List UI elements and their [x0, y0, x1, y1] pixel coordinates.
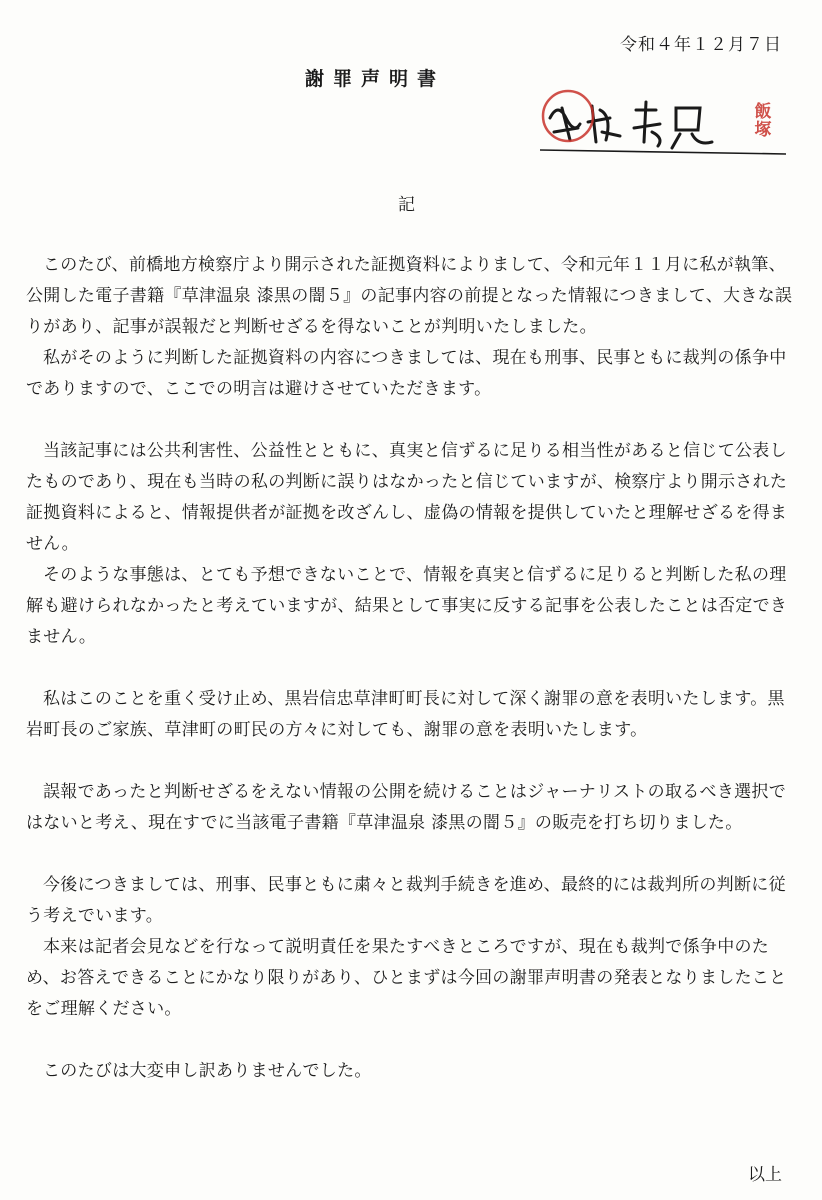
document-date: 令和４年１２月７日 — [620, 35, 782, 55]
paragraph-6: 誤報であったと判断せざるをえない情報の公開を続けることはジャーナリストの取るべき選択ではないと考え、現在すでに当該電子書籍『草津温泉 漆黒の闇５』の販売を打ち切りました。 — [26, 782, 787, 833]
paragraph-4: そのような事態は、とても予想できないことで、情報を真実と信ずるに足りると判断した私の理解も避けられなかったと考えていますが、結果として事実に反する記事を公表したことは否定できません。 — [26, 565, 788, 647]
paragraph-7: 今後につきましては、刑事、民事ともに粛々と裁判手続きを進め、最終的には裁判所の判断に従う考えでいます。 — [26, 875, 786, 926]
paragraph-5: 私はこのことを重く受け止め、黒岩信忠草津町町長に対して深く謝罪の意を表明いたします。黒岩町長のご家族、草津町の町民の方々に対しても、謝罪の意を表明いたします。 — [26, 689, 785, 740]
paragraph-8: 本来は記者会見などを行なって説明責任を果たすべきところですが、現在も裁判で係争中のため、お答えできることにかなり限りがあり、ひとまずは今回の謝罪声明書の発表となりましたことをご理解ください。 — [26, 937, 787, 1019]
seal-stamp — [540, 88, 596, 144]
paragraph-9: このたびは大変申し訳ありませんでした。 — [43, 1061, 372, 1081]
statement-body — [26, 250, 796, 1087]
seal-text: 飯 塚 — [754, 102, 772, 140]
section-mark: 記 — [398, 195, 415, 215]
document-title: 謝罪声明書 — [305, 68, 446, 90]
paragraph-2: 私がそのように判断した証拠資料の内容につきましては、現在も刑事、民事ともに裁判の係争中でありますので、ここでの明言は避けさせていただきます。 — [26, 348, 787, 399]
paragraph-1: このたび、前橋地方検察庁より開示された証拠資料によりまして、令和元年１１月に私が執筆、公開した電子書籍『草津温泉 漆黒の闇５』の記事内容の前提となった情報につきまして、大きな誤りがあり、記事が誤報だと判断せざるを得ないことが判明いたしました。 — [26, 255, 793, 337]
paragraph-3: 当該記事には公共利害性、公益性とともに、真実と信ずるに足りる相当性があると信じて公表したものであり、現在も当時の私の判断に誤りはなかったと信じていますが、検察庁より開示された証拠資料によると、情報提供者が証拠を改ざんし、虚偽の情報を提供していたと理解せざるを得ません。 — [26, 441, 788, 554]
signature-block — [540, 88, 790, 158]
closing-word: 以上 — [748, 1165, 782, 1185]
